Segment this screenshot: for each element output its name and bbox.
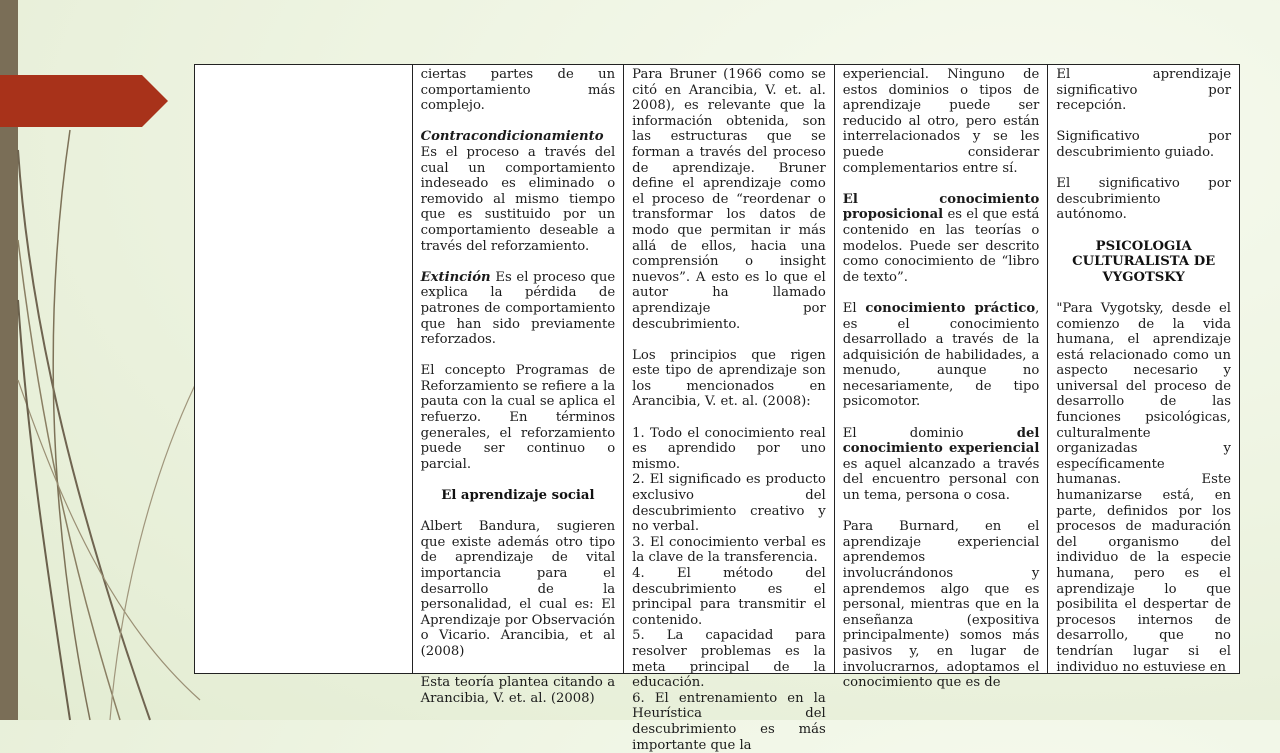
principle-item: 2. El significado es producto exclusivo del descubrimiento creativo y no verbal. [632, 472, 826, 535]
term-definition: Es el proceso que explica la pérdida de patrones de comportamiento que han sido previamente reforzados. [420, 269, 616, 348]
cell-paragraph [843, 426, 1040, 504]
cell-paragraph [843, 301, 1040, 410]
table-column-vygotsky [1048, 65, 1239, 673]
term-definition: Es el proceso a través del cual un comportamiento indeseado es eliminado o removido al mismo tiempo que es sustituido por un comportamiento deseable a través del reforzamiento. [420, 144, 616, 254]
term-definition: , es el conocimiento desarrollado a través de la adquisición de habilidades, a menudo, aunque no necesariamente, de tipo psicomotor. [842, 300, 1040, 410]
section-heading: El aprendizaje social [441, 488, 595, 504]
table-column-empty [195, 65, 413, 673]
section-heading: PSICOLOGIA CULTURALISTA DE VYGOTSKY [1072, 238, 1216, 285]
cell-paragraph: ciertas partes de un comportamiento más complejo. [420, 67, 616, 114]
term-conocimiento-practico: conocimiento práctico [865, 300, 1036, 316]
cell-paragraph [421, 270, 616, 348]
cell-paragraph: El aprendizaje significativo por recepción. [1056, 67, 1231, 114]
term-conocimiento-experiencial: del conocimiento experiencial [842, 425, 1040, 457]
content-table [194, 64, 1240, 753]
table-column-conductismo [413, 65, 625, 706]
cell-paragraph: Los principios que rigen este tipo de aprendizaje son los mencionados en Arancibia, V. et. al. (2008): [632, 347, 826, 410]
principle-item: 3. El conocimiento verbal es la clave de la transferencia. [632, 534, 826, 566]
term-definition: es aquel alcanzado a través del encuentro personal con un tema, persona o cosa. [842, 456, 1040, 504]
term-definition: es el que está contenido en las teorías o modelos. Puede ser descrito como conocimiento de “libro de texto”. [842, 207, 1040, 285]
cell-paragraph: "Para Vygotsky, desde el comienzo de la vida humana, el aprendizaje está relacionado como un aspecto necesario y universal del proceso de desarrollo de las funciones psicológicas, culturalmente organizadas y específicamente humanas. Este humanizarse está, en parte, definidos por los procesos de maduración del organismo del individuo de la especie humana, pero es el aprendizaje lo que posibilita el despertar de procesos internos de desarrollo, que no tendrían lugar si el individuo no estuviese en [1056, 300, 1231, 675]
cell-paragraph [421, 129, 616, 254]
principle-item: 5. La capacidad para resolver problemas es la meta principal de la educación. [632, 628, 826, 691]
cell-paragraph: Para Bruner (1966 como se citó en Arancibia, V. et. al. 2008), es relevante que la información obtenida, son las estructuras que se forman a través del proceso de aprendizaje. Bruner define el aprendizaje como el proceso de “reordenar o transformar los datos de modo que permitan ir más allá de ellos, hacia una comprensión o insight nuevos”. A esto es lo que el autor ha llamado aprendizaje por descubrimiento. [632, 67, 826, 332]
cell-paragraph: Esta teoría plantea citando a Arancibia, V. et. al. (2008) [420, 675, 616, 706]
term-contracondicionamiento: Contracondicionamiento [420, 129, 604, 145]
cell-paragraph: Significativo por descubrimiento guiado. [1056, 129, 1231, 160]
term-conocimiento-proposicional: El conocimiento proposicional [842, 191, 1040, 223]
arrow-tab-icon [0, 75, 168, 127]
principle-item: 4. El método del descubrimiento es el principal para transmitir el contenido. [632, 566, 826, 628]
cell-paragraph: El concepto Programas de Reforzamiento se refiere a la pauta con la cual se aplica el refuerzo. En términos generales, el reforzamiento puede ser continuo o parcial. [420, 363, 616, 472]
table-column-experiencial [835, 65, 1049, 691]
cell-paragraph: El significativo por descubrimiento autónomo. [1056, 176, 1231, 223]
cell-paragraph [843, 192, 1040, 286]
table-column-bruner [624, 65, 835, 753]
principle-item: 1. Todo el conocimiento real es aprendido por uno mismo. [632, 425, 826, 472]
cell-paragraph: experiencial. Ninguno de estos dominios o tipos de aprendizaje puede ser reducido al otro, pero están interrelacionados y se les puede considerar complementarios entre sí. [842, 67, 1040, 176]
principle-item: 6. El entrenamiento en la Heurística del descubrimiento es más importante que la [632, 690, 826, 753]
text-prefix: El dominio [842, 425, 1017, 441]
text-prefix: El [842, 300, 866, 316]
cell-paragraph: Para Burnard, en el aprendizaje experiencial aprendemos involucrándonos y aprendemos algo que es personal, mientras que en la enseñanza (expositiva principalmente) somos más pasivos y, en lugar de involucrarnos, adoptamos el conocimiento que es de [842, 519, 1040, 691]
cell-paragraph: Albert Bandura, sugieren que existe además otro tipo de aprendizaje de vital importancia para el desarrollo de la personalidad, el cual es: El Aprendizaje por Observación o Vicario. Arancibia, et al (2008) [420, 519, 616, 659]
term-extincion: Extinción [420, 269, 491, 285]
